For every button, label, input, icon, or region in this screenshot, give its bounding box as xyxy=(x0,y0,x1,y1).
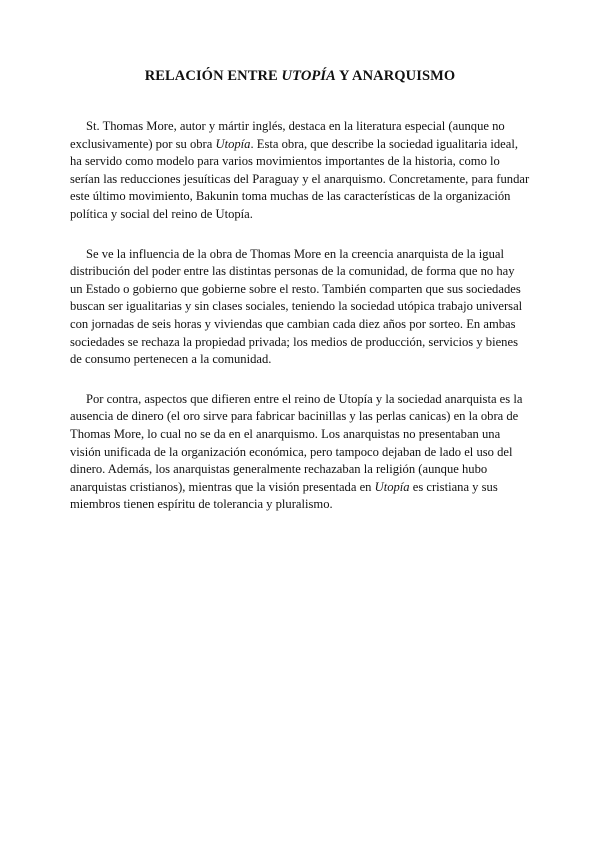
paragraph-1-text-b: . Esta obra, que describe la sociedad igualitaria ideal, ha servido como modelo para varios movimientos importantes de la historia, como lo serían las reducciones jesuíticas del Paraguay y el anarquismo. Concretamente, para fundar este último movimiento, Bakunin toma muchas de las características de la organización política y social del reino de Utopía. xyxy=(70,136,530,221)
paragraph-1 xyxy=(70,118,530,224)
paragraph-3-italic-utopia: Utopía xyxy=(374,479,410,494)
paragraph-1-text-a: St. Thomas More, autor y mártir inglés, destaca en la literatura especial (aunque no exclusivamente) por su obra xyxy=(70,119,505,151)
paragraph-1-italic-utopia: Utopía xyxy=(215,136,251,151)
document-body xyxy=(70,118,530,536)
paragraph-3-text-a: Por contra, aspectos que difieren entre el reino de Utopía y la sociedad anarquista es la ausencia de dinero (el oro sirve para fabricar bacinillas y las perlas canicas) en la obra de Thomas More, lo cual no se da en el anarquismo. Los anarquistas no presentaban una visión unificada de la organización económica, pero tampoco dejaban de lado el uso del dinero. Además, los anarquistas generalmente rechazaban la religión (aunque hubo anarquistas cristianos), mientras que la visión presentada en xyxy=(70,391,523,494)
paragraph-3 xyxy=(70,391,530,514)
paragraph-2 xyxy=(70,246,530,369)
title-italic-utopia: UTOPÍA xyxy=(281,68,336,84)
paragraph-2-text: Se ve la influencia de la obra de Thomas More en la creencia anarquista de la igual distribución del poder entre las distintas personas de la comunidad, de forma que no hay un Estado o gobierno que gobierne sobre el resto. También comparten que sus sociedades buscan ser igualitarias y sin clases sociales, teniendo la sociedad utópica trabajo universal con jornadas de seis horas y viviendas que cambian cada diez años por sorteo. En ambas sociedades se rechaza la propiedad privada; los medios de producción, servicios y bienes de consumo pertenecen a la comunidad. xyxy=(70,246,523,367)
title-text-start: RELACIÓN ENTRE xyxy=(144,68,282,84)
document-title xyxy=(0,68,600,85)
paragraph-3-text-b: es cristiana y sus miembros tienen espíritu de tolerancia y pluralismo. xyxy=(70,479,498,512)
title-text-end: Y ANARQUISMO xyxy=(335,68,456,84)
